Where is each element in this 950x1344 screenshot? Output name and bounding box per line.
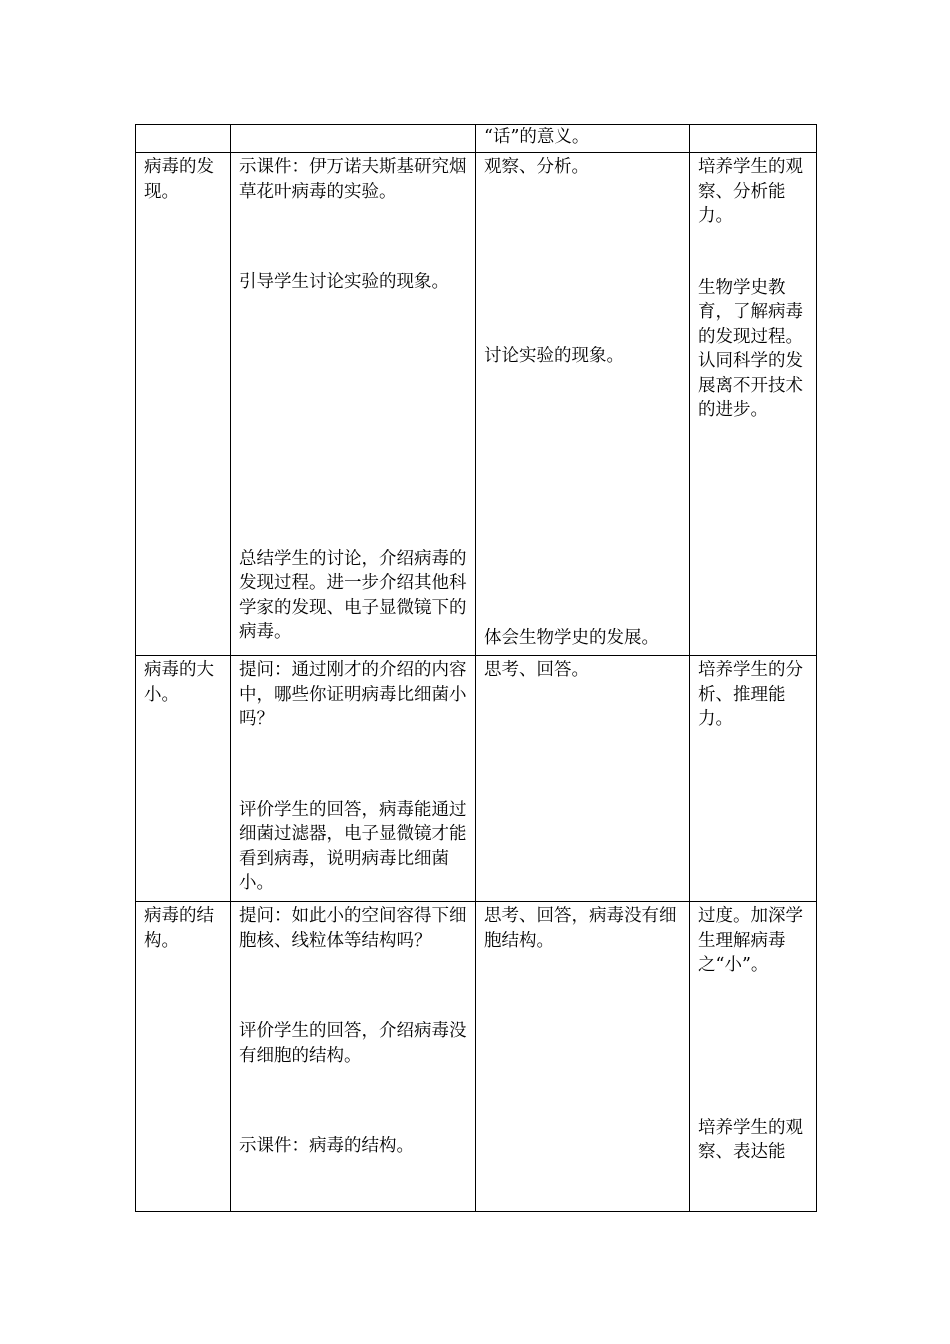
intent-cell (690, 902, 817, 1212)
table-cell (690, 125, 817, 153)
intent-cell (690, 656, 817, 902)
intent-text: 培养学生的观察、分析能力。 (698, 157, 803, 226)
student-activity-cell (476, 902, 690, 1212)
teacher-text: 提问：通过刚才的介绍的内容中，哪些你证明病毒比细菌小吗？ (239, 660, 467, 729)
teacher-activity-cell (231, 902, 476, 1212)
student-activity-cell (476, 656, 690, 902)
teacher-text: 提问：如此小的空间容得下细胞核、线粒体等结构吗？ (239, 906, 467, 951)
teacher-text: 评价学生的回答，介绍病毒没有细胞的结构。 (239, 1021, 467, 1066)
teacher-text: 示课件：伊万诺夫斯基研究烟草花叶病毒的实验。 (239, 157, 467, 202)
table-row (136, 902, 817, 1212)
table-cell (476, 125, 690, 153)
teacher-activity-cell (231, 153, 476, 656)
intent-text: 生物学史教育，了解病毒的发现过程。认同科学的发展离不开技术的进步。 (698, 277, 803, 420)
table-row (136, 656, 817, 902)
teacher-text: 评价学生的回答，病毒能通过细菌过滤器，电子显微镜才能看到病毒，说明病毒比细菌小。 (239, 799, 467, 893)
lesson-plan-table (135, 124, 817, 1212)
teacher-text: 示课件：病毒的结构。 (239, 1136, 414, 1156)
topic-text: 病毒的结构。 (144, 906, 214, 951)
student-activity-cell (476, 153, 690, 656)
teacher-activity-cell (231, 656, 476, 902)
intent-text: 过度。加深学生理解病毒之“小”。 (698, 906, 803, 975)
student-text: 讨论实验的现象。 (484, 345, 624, 366)
student-text: 思考、回答，病毒没有细胞结构。 (484, 906, 677, 951)
student-text: 观察、分析。 (484, 157, 589, 177)
table-row (136, 153, 817, 656)
topic-cell (136, 656, 231, 902)
table-cell (231, 125, 476, 153)
student-text: 思考、回答。 (484, 660, 589, 680)
table-row (136, 125, 817, 153)
cell-text: “话”的意义。 (484, 127, 590, 147)
topic-text: 病毒的大小。 (144, 660, 214, 705)
intent-cell (690, 153, 817, 656)
intent-text: 培养学生的分析、推理能力。 (698, 660, 803, 729)
teacher-text: 总结学生的讨论，介绍病毒的发现过程。进一步介绍其他科学家的发现、电子显微镜下的病毒。 (239, 548, 467, 642)
student-text: 体会生物学史的发展。 (484, 628, 659, 648)
table-cell (136, 125, 231, 153)
intent-text: 培养学生的观察、表达能 (698, 1117, 803, 1162)
teacher-text: 引导学生讨论实验的现象。 (239, 272, 449, 292)
topic-text: 病毒的发现。 (144, 157, 214, 202)
topic-cell (136, 902, 231, 1212)
topic-cell (136, 153, 231, 656)
